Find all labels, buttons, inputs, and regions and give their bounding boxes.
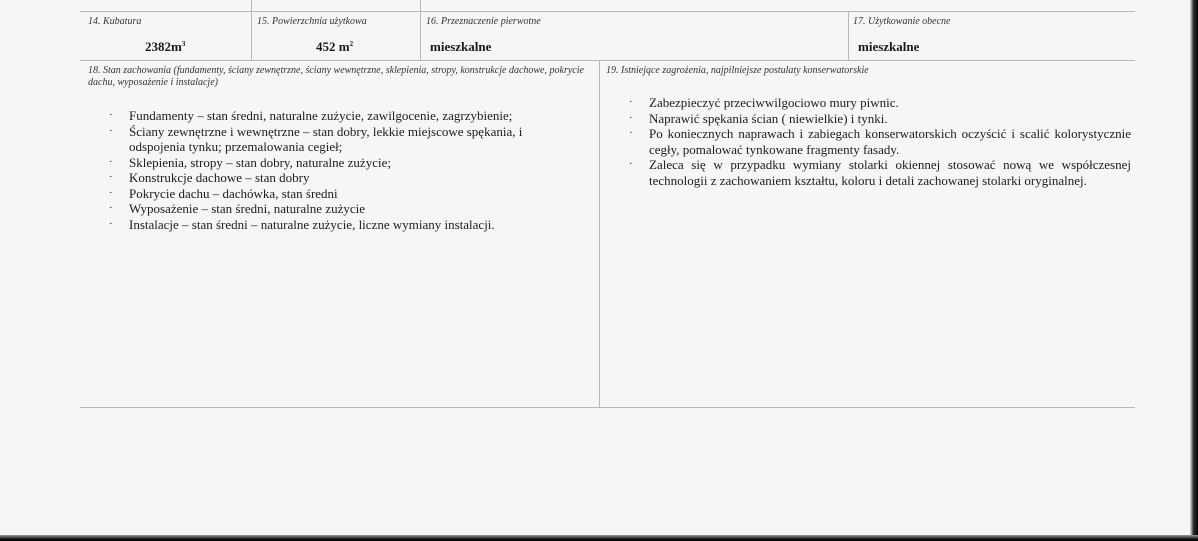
- section-19-list: [627, 95, 1131, 188]
- cell-value-uzytkowanie: mieszkalne: [858, 39, 920, 54]
- bullet-icon: ·: [109, 171, 113, 183]
- bullet-icon: ·: [629, 111, 633, 124]
- column-divider: [420, 0, 421, 60]
- list-item: · Konstrukcje dachowe – stan dobry: [109, 170, 310, 185]
- cell-label-powierzchnia: 15. Powierzchnia użytkowa: [257, 16, 367, 27]
- cell-value-powierzchnia: 452 $m^2$: [316, 39, 354, 54]
- scan-edge-right: [1190, 0, 1198, 541]
- cell-value-kubatura: $2382m^3$: [145, 39, 186, 54]
- row-divider: [80, 60, 1135, 61]
- cell-label-przeznaczenie: 16. Przeznaczenie pierwotne: [426, 16, 541, 27]
- list-item: · Sklepienia, stropy – stan dobry, naturalne zużycie;: [109, 154, 391, 170]
- list-item: · Ściany zewnętrzne i wewnętrzne – stan dobry, lekkie miejscowe spękania, i odspojenia tynku; przemalowania cegieł;: [109, 123, 523, 154]
- bullet-icon: ·: [629, 127, 633, 139]
- list-item: · Naprawić spękania ścian ( niewielkie) i tynki.: [629, 110, 888, 126]
- list-item: · Fundamenty – stan średni, naturalne zużycie, zawilgocenie, zagrzybienie;: [109, 108, 513, 123]
- bullet-icon: ·: [109, 217, 113, 230]
- list-item: · Zaleca się w przypadku wymiany stolarki okiennej stosować nową we współczesnej technologii z zachowaniem kształtu, koloru i detali zachowanej stolarki oryginalnej.: [629, 157, 1131, 188]
- bullet-icon: ·: [629, 96, 633, 108]
- column-divider: [251, 0, 252, 60]
- list-item: · Wyposażenie – stan średni, naturalne zużycie: [109, 201, 366, 216]
- bullet-icon: ·: [629, 158, 633, 170]
- bullet-icon: ·: [109, 155, 113, 168]
- list-item: · Instalacje – stan średni – naturalne zużycie, liczne wymiany instalacji.: [109, 216, 495, 232]
- table-bottom-border: [80, 407, 1135, 408]
- list-item: · Po koniecznych naprawach i zabiegach konserwatorskich oczyścić i scalić kolorystycznie cegły, pomalować tynkowane fragmenty fasady.: [629, 126, 1131, 157]
- bullet-icon: ·: [109, 124, 113, 137]
- column-divider: [848, 11, 849, 60]
- table-top-border: [80, 11, 1135, 12]
- column-divider: [599, 60, 600, 407]
- section-18-label: 18. Stan zachowania (fundamenty, ściany zewnętrzne, ściany wewnętrzne, sklepienia, stropy, konstrukcje dachowe, pokrycie dachu, wyposażenie i instalacje): [88, 65, 584, 88]
- bullet-icon: ·: [109, 109, 113, 121]
- list-item: · Pokrycie dachu – dachówka, stan średni: [109, 185, 338, 201]
- cell-label-uzytkowanie: 17. Użytkowanie obecne: [853, 16, 951, 27]
- cell-label-kubatura: 14. Kubatura: [88, 16, 142, 27]
- section-19-label: 19. Istniejące zagrożenia, najpilniejsze postulaty konserwatorskie: [606, 65, 869, 76]
- list-item: · Zabezpieczyć przeciwwilgociowo mury piwnic.: [629, 95, 899, 110]
- cell-value-przeznaczenie: mieszkalne: [430, 39, 492, 54]
- bullet-icon: ·: [109, 186, 113, 199]
- section-18-list: [107, 108, 563, 232]
- scan-edge-bottom: [0, 535, 1198, 541]
- bullet-icon: ·: [109, 202, 113, 214]
